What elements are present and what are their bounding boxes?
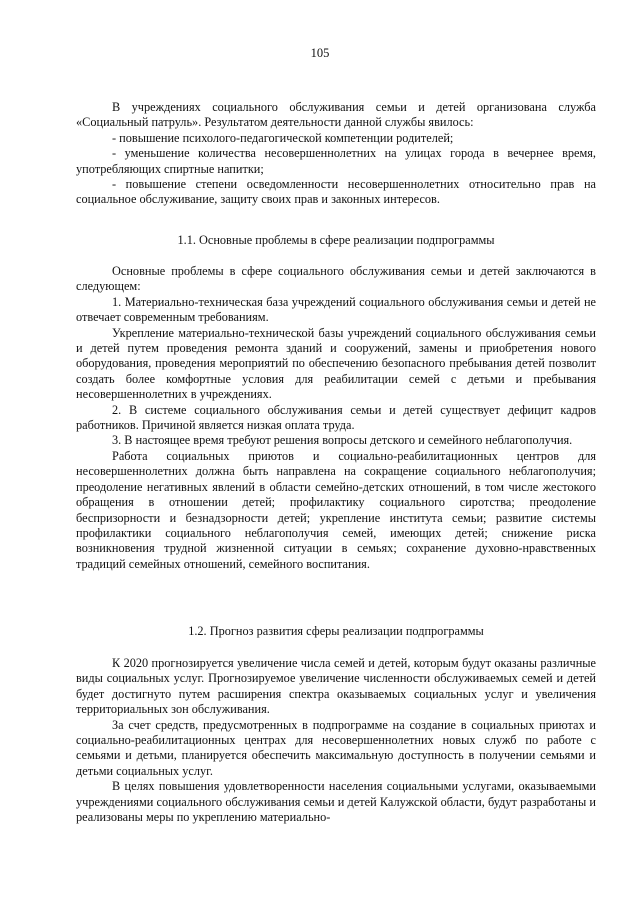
- section-1-paragraph: 2. В системе социального обслуживания семьи и детей существует дефицит кадров работников. Причиной является низкая оплата труда.: [76, 402, 596, 433]
- section-1-paragraph: Работа социальных приютов и социально-реабилитационных центров для несовершеннолетних должна быть направлена на сокращение социального неблагополучия; преодоление негативных явлений в области семейно-детских отношений, в том числе жестокого обращения в отношении детей; профилактику социального сиротства; преодоление беспризорности и безнадзорности детей; укрепление института семьи; развитие системы профилактики социального неблагополучия семей, имеющих детей; снижение риска возникновения трудной жизненной ситуации в семьях; сохранение духовно-нравственных традиций семейных отношений, семейного воспитания.: [76, 448, 596, 571]
- section-2-body: [76, 656, 596, 825]
- section-1-paragraph: Основные проблемы в сфере социального обслуживания семьи и детей заключаются в следующем:: [76, 264, 596, 294]
- intro-bullet: - повышение психолого-педагогической компетенции родителей;: [112, 130, 454, 145]
- section-1-title: 1.1. Основные проблемы в сфере реализации подпрограммы: [177, 233, 495, 247]
- section-2-title: 1.2. Прогноз развития сферы реализации подпрограммы: [188, 624, 484, 638]
- section-1-body: [76, 264, 596, 572]
- section-2-paragraph: За счет средств, предусмотренных в подпрограмме на создание в социальных приютах и социально-реабилитационных центрах для несовершеннолетних новых служб по работе с семьями и детьми, планируется обеспечить максимальную доступность в получении семьями и детьми социальных услуг.: [76, 717, 596, 778]
- intro-bullet: - повышение степени осведомленности несовершеннолетних относительно прав на социальное обслуживание, защиту своих прав и законных интересов.: [76, 177, 596, 207]
- page-number: 105: [310, 46, 330, 60]
- section-1-paragraph: 1. Материально-техническая база учреждений социального обслуживания семьи и детей не отвечает современным требованиям.: [76, 294, 596, 325]
- intro-block: [76, 100, 596, 208]
- intro-paragraph: В учреждениях социального обслуживания семьи и детей организована служба «Социальный патруль». Результатом деятельности данной службы явилось:: [76, 100, 596, 130]
- intro-bullet: - уменьшение количества несовершеннолетних на улицах города в вечернее время, употребляющих спиртные напитки;: [76, 146, 596, 176]
- section-2-paragraph: В целях повышения удовлетворенности населения социальными услугами, оказываемыми учреждениями социального обслуживания семьи и детей Калужской области, будут разработаны и реализованы меры по укреплению материально-: [76, 779, 596, 825]
- section-2-paragraph: К 2020 прогнозируется увеличение числа семей и детей, которым будут оказаны различные виды социальных услуг. Прогнозируемое увеличение численности обслуживаемых семей и детей будет достигнуто путем расширения спектра оказываемых социальных услуг и увеличения территориальных зон обслуживания.: [76, 656, 596, 717]
- section-1-paragraph: Укрепление материально-технической базы учреждений социального обслуживания семьи и детей путем проведения ремонта зданий и сооружений, замены и приобретения нового оборудования, проведения мероприятий по обеспечению безопасного пребывания детей позволит создать более комфортные условия для реабилитации семей с детьми и пребывания несовершеннолетних в учреждениях.: [76, 325, 596, 402]
- section-1-paragraph: 3. В настоящее время требуют решения вопросы детского и семейного неблагополучия.: [112, 433, 573, 448]
